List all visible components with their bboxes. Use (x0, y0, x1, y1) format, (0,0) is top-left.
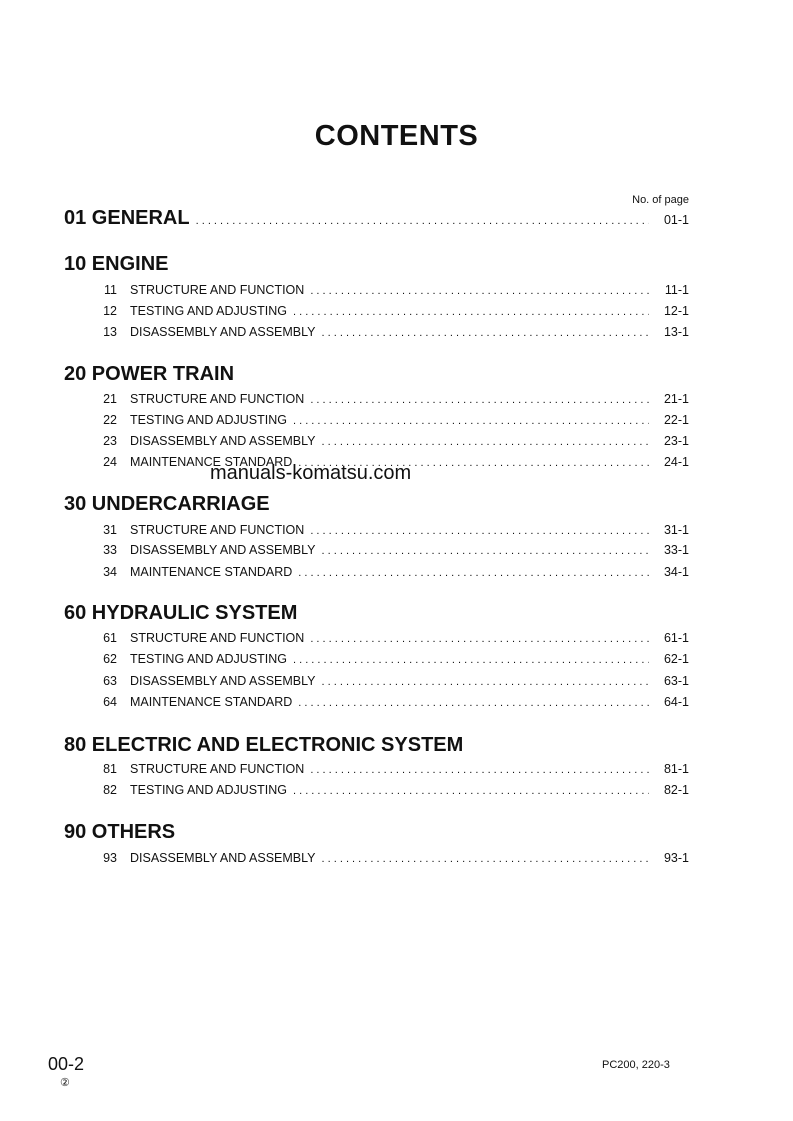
column-header: No. of page (632, 194, 689, 206)
toc-entry[interactable] (64, 565, 689, 583)
leader-dots (293, 306, 649, 318)
toc-entry[interactable] (64, 695, 689, 713)
entry-page: 24-1 (663, 455, 689, 469)
entry-number: 64 (103, 695, 117, 709)
entry-label: STRUCTURE AND FUNCTION (130, 762, 305, 776)
page-title: CONTENTS (314, 120, 479, 152)
entry-page: 34-1 (663, 565, 689, 579)
entry-number: 24 (103, 455, 117, 469)
entry-page: 01-1 (663, 213, 689, 227)
entry-page: 33-1 (663, 543, 689, 557)
entry-label: TESTING AND ADJUSTING (130, 413, 287, 427)
entry-number: 93 (103, 851, 117, 865)
section-heading[interactable]: 10 ENGINE (64, 253, 169, 275)
entry-number: 82 (103, 783, 117, 797)
entry-page: 62-1 (663, 652, 689, 666)
toc-entry[interactable] (64, 851, 689, 869)
entry-number: 11 (104, 283, 117, 297)
entry-page: 63-1 (663, 674, 689, 688)
toc-entry[interactable] (64, 413, 689, 431)
entry-page: 82-1 (663, 783, 689, 797)
footer-model: PC200, 220-3 (602, 1059, 670, 1071)
entry-label: MAINTENANCE STANDARD (130, 455, 293, 469)
leader-dots (322, 676, 650, 688)
entry-number: 12 (103, 304, 117, 318)
leader-dots (293, 654, 649, 666)
revision-mark: ② (60, 1077, 70, 1089)
entry-page: 81-1 (663, 762, 689, 776)
toc-entry[interactable] (64, 783, 689, 801)
entry-number: 31 (103, 523, 117, 537)
entry-number: 81 (103, 762, 117, 776)
toc-entry[interactable] (64, 543, 689, 561)
toc-entry[interactable] (64, 762, 689, 780)
entry-page: 21-1 (663, 392, 689, 406)
leader-dots (322, 853, 650, 865)
entry-page: 93-1 (663, 851, 689, 865)
leader-dots (310, 394, 649, 406)
entry-page: 13-1 (663, 325, 689, 339)
footer-page-number: 00-2 (48, 1054, 85, 1074)
leader-dots (322, 327, 650, 339)
entry-label: STRUCTURE AND FUNCTION (130, 392, 305, 406)
toc-entry[interactable] (64, 631, 689, 649)
leader-dots (196, 215, 649, 227)
entry-label: TESTING AND ADJUSTING (130, 304, 287, 318)
entry-page: 61-1 (663, 631, 689, 645)
entry-number: 23 (103, 434, 117, 448)
entry-number: 34 (103, 565, 117, 579)
entry-label: STRUCTURE AND FUNCTION (130, 283, 305, 297)
watermark: manuals-komatsu.com (210, 462, 412, 484)
toc-entry[interactable] (64, 674, 689, 692)
leader-dots (298, 697, 649, 709)
entry-label: DISASSEMBLY AND ASSEMBLY (130, 674, 316, 688)
section-heading[interactable]: 30 UNDERCARRIAGE (64, 493, 270, 515)
entry-label: DISASSEMBLY AND ASSEMBLY (130, 543, 316, 557)
toc-entry[interactable] (64, 304, 689, 322)
entry-label: STRUCTURE AND FUNCTION (130, 523, 305, 537)
entry-page: 64-1 (663, 695, 689, 709)
leader-dots (293, 415, 649, 427)
entry-page: 22-1 (663, 413, 689, 427)
entry-number: 61 (103, 631, 117, 645)
entry-label: DISASSEMBLY AND ASSEMBLY (130, 325, 316, 339)
section-heading[interactable]: 20 POWER TRAIN (64, 363, 235, 385)
entry-number: 13 (103, 325, 117, 339)
leader-dots (322, 545, 650, 557)
entry-page: 12-1 (663, 304, 689, 318)
entry-label: TESTING AND ADJUSTING (130, 652, 287, 666)
entry-label: STRUCTURE AND FUNCTION (130, 631, 305, 645)
section-heading[interactable]: 60 HYDRAULIC SYSTEM (64, 602, 298, 624)
leader-dots (310, 525, 649, 537)
entry-page: 31-1 (663, 523, 689, 537)
leader-dots (322, 436, 650, 448)
entry-label: DISASSEMBLY AND ASSEMBLY (130, 851, 316, 865)
toc-entry-general[interactable] (64, 207, 689, 233)
leader-dots (310, 285, 649, 297)
toc-entry[interactable] (64, 434, 689, 452)
entry-page: 11-1 (664, 283, 689, 297)
leader-dots (298, 567, 649, 579)
entry-number: 62 (103, 652, 117, 666)
toc-entry[interactable] (64, 523, 689, 541)
toc-entry[interactable] (64, 325, 689, 343)
section-heading[interactable]: 80 ELECTRIC AND ELECTRONIC SYSTEM (64, 734, 464, 756)
entry-number: 22 (103, 413, 117, 427)
entry-page: 23-1 (663, 434, 689, 448)
entry-label: MAINTENANCE STANDARD (130, 565, 293, 579)
entry-number: 33 (103, 543, 117, 557)
toc-entry[interactable] (64, 392, 689, 410)
entry-label: DISASSEMBLY AND ASSEMBLY (130, 434, 316, 448)
toc-entry[interactable] (64, 283, 689, 301)
entry-number: 63 (103, 674, 117, 688)
section-heading[interactable]: 90 OTHERS (64, 821, 176, 843)
entry-label: MAINTENANCE STANDARD (130, 695, 293, 709)
toc-entry[interactable] (64, 652, 689, 670)
entry-label: 01 GENERAL (64, 207, 190, 229)
entry-label: TESTING AND ADJUSTING (130, 783, 287, 797)
leader-dots (310, 764, 649, 776)
leader-dots (293, 785, 649, 797)
leader-dots (310, 633, 649, 645)
entry-number: 21 (103, 392, 117, 406)
